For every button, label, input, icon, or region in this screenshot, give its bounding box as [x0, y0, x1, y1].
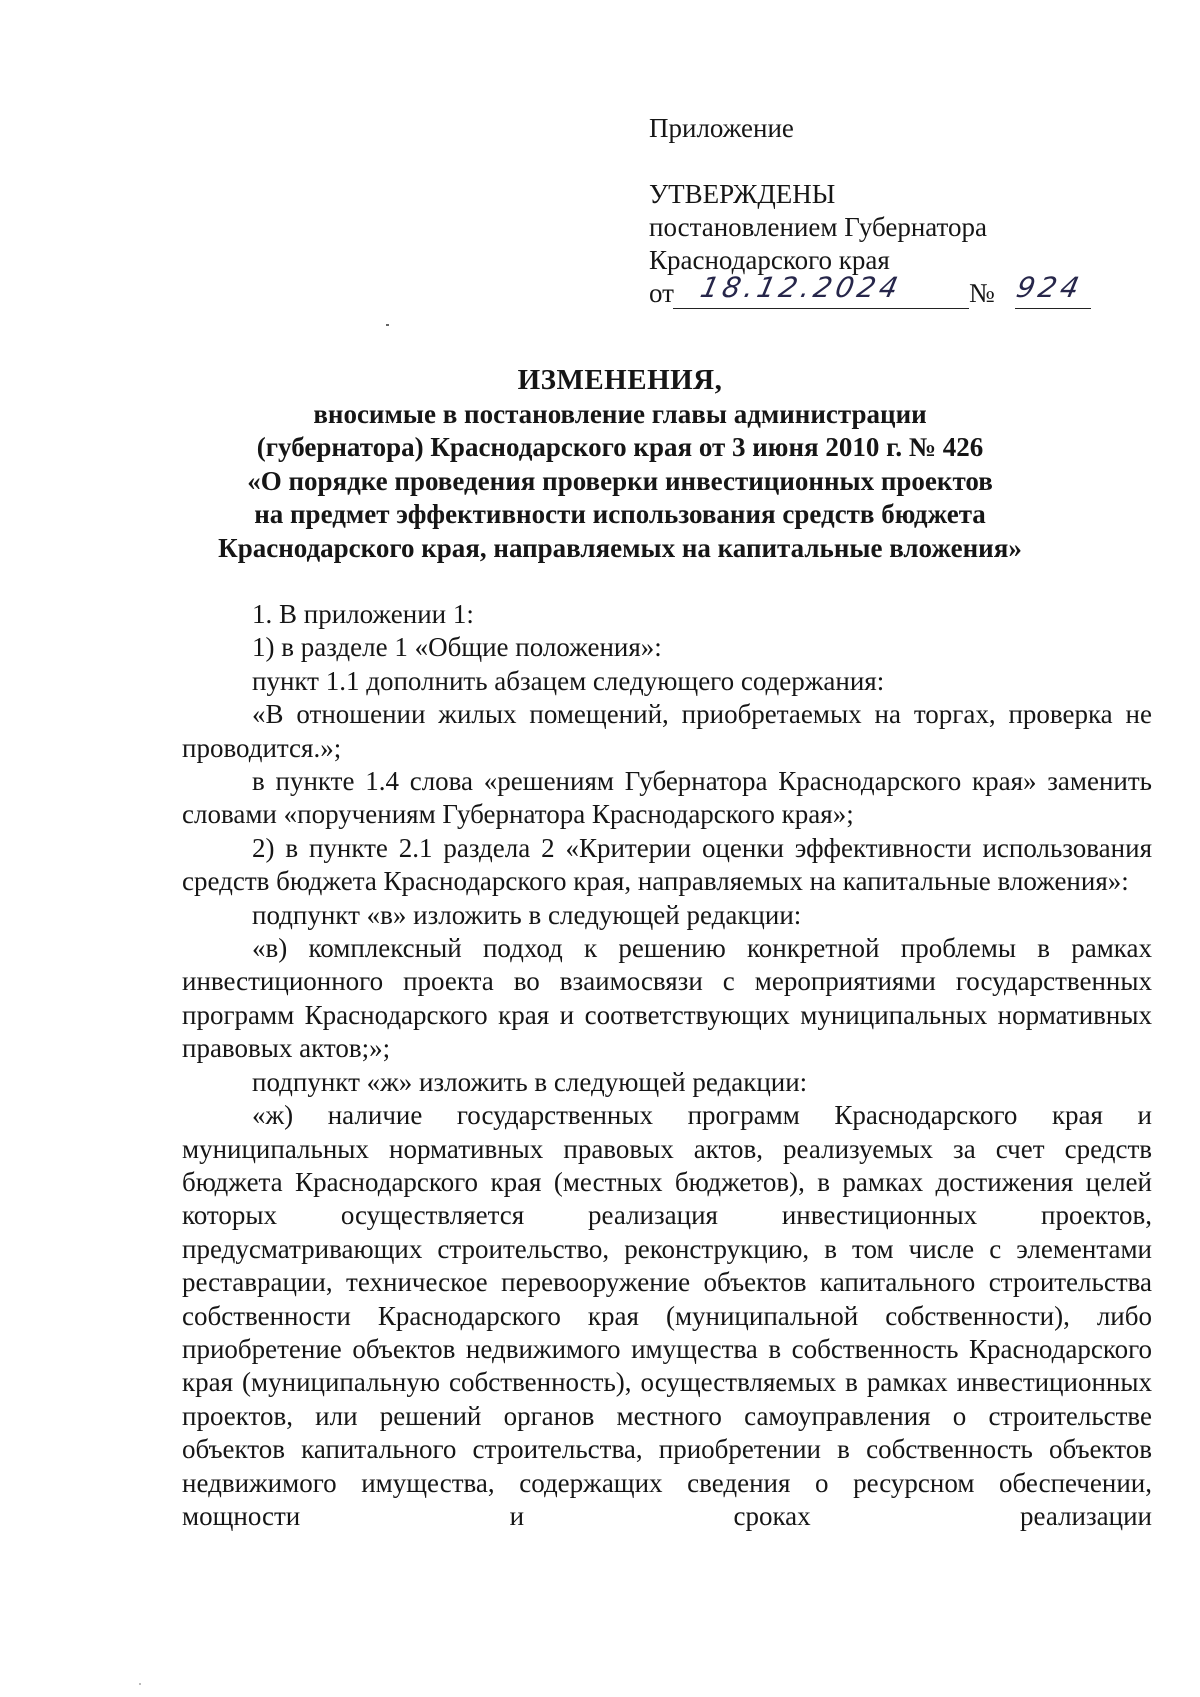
- title-heading: ИЗМЕНЕНИЯ,: [517, 364, 723, 396]
- paragraph: «в) комплексный подход к решению конкретной проблемы в рамках инвестиционного проекта во взаимосвязи с мероприятиями государственных программ Краснодарского края и соответствующих муниципальных нормативных правовых актов;»;: [182, 933, 1152, 1064]
- approved-label: УТВЕРЖДЕНЫ: [649, 179, 836, 209]
- approval-block: [649, 112, 1169, 310]
- paragraph: в пункте 1.4 слова «решениям Губернатора Краснодарского края» заменить словами «поручениям Губернатора Краснодарского края»;: [182, 766, 1152, 830]
- handwritten-number: 924: [1013, 271, 1086, 304]
- paragraph: подпункт «ж» изложить в следующей редакции:: [252, 1066, 808, 1097]
- paragraph: «В отношении жилых помещений, приобретаемых на торгах, проверка не проводится.»;: [182, 699, 1152, 763]
- date-prefix: от: [649, 278, 674, 308]
- number-label: №: [969, 278, 995, 308]
- date-underline: [673, 271, 969, 309]
- document-title: [120, 364, 1120, 565]
- handwritten-date: 18.12.2024: [697, 271, 905, 304]
- paragraph: 1. В приложении 1:: [252, 599, 474, 629]
- title-line-4: на предмет эффективности использования средств бюджета: [254, 499, 986, 529]
- number-underline: [1013, 271, 1091, 309]
- date-number-line: [649, 271, 1169, 310]
- title-line-2: (губернатора) Краснодарского края от 3 июня 2010 г. № 426: [256, 432, 984, 462]
- paragraph: подпункт «в» изложить в следующей редакции:: [252, 899, 802, 930]
- scan-speck: [139, 1683, 141, 1685]
- document-body: [182, 598, 1152, 1533]
- title-line-1: вносимые в постановление главы администрации: [313, 398, 927, 429]
- scan-speck: [386, 324, 389, 326]
- region-label: Краснодарского края: [649, 245, 890, 275]
- paragraph: 2) в пункте 2.1 раздела 2 «Критерии оценки эффективности использования средств бюджета Краснодарского края, направляемых на капитальные вложения»:: [182, 832, 1152, 897]
- title-line-3: «О порядке проведения проверки инвестиционных проектов: [247, 465, 993, 496]
- paragraph: «ж) наличие государственных программ Краснодарского края и муниципальных нормативных правовых актов, реализуемых за счет средств бюджета Краснодарского края (местных бюджетов), в рамках достижения целей которых осуществляется реализация инвестиционных проектов, предусматривающих строительство, реконструкцию, в том числе с элементами реставрации, техническое перевооружение объектов капитального строительства собственности Краснодарского края (муниципальной собственности), либо приобретение объектов недвижимого имущества в собственность Краснодарского края (муниципальную собственность), осуществляемых в рамках инвестиционных проектов, или решений органов местного самоуправления о строительстве объектов капитального строительства, приобретении в собственность объектов недвижимого имущества, содержащих сведения о ресурсном обеспечении, мощности и сроках реализации: [182, 1100, 1152, 1531]
- paragraph: 1) в разделе 1 «Общие положения»:: [252, 632, 662, 663]
- appendix-label: Приложение: [649, 113, 794, 143]
- title-line-5: Краснодарского края, направляемых на капитальные вложения»: [218, 532, 1022, 563]
- paragraph: пункт 1.1 дополнить абзацем следующего содержания:: [252, 665, 885, 696]
- decree-label: постановлением Губернатора: [649, 212, 987, 242]
